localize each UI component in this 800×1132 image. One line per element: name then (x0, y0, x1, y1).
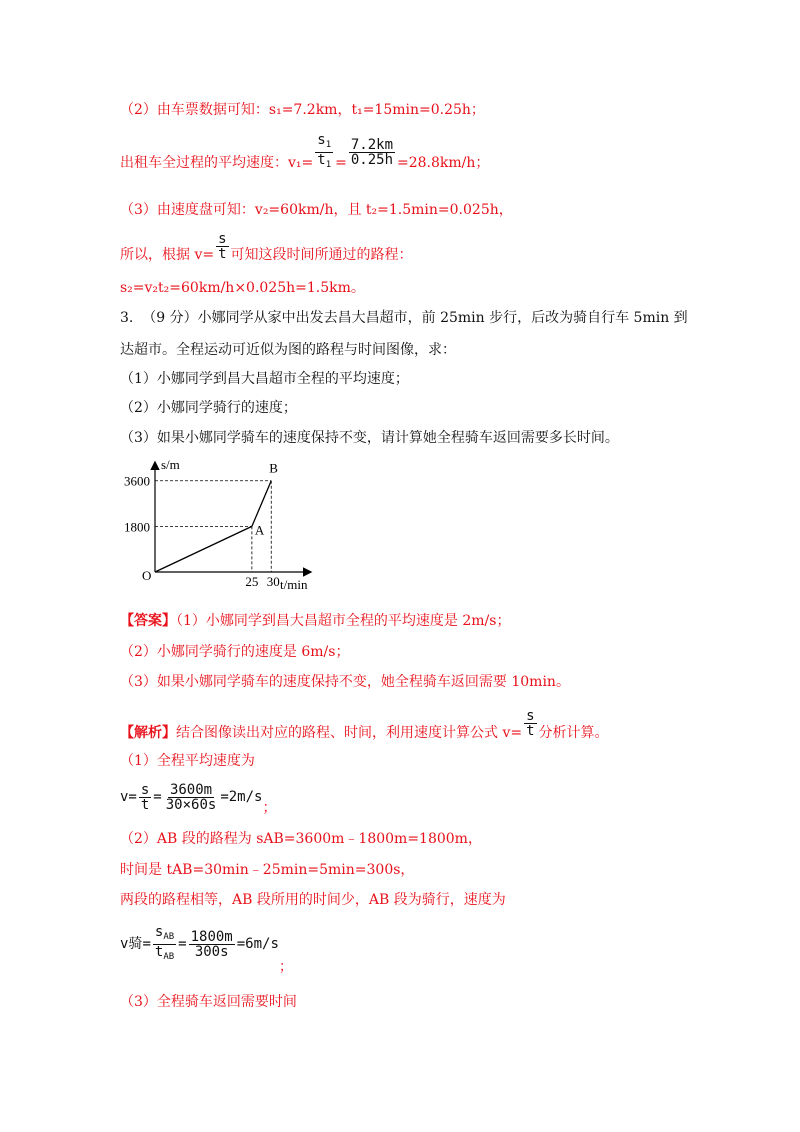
distance-time-graph (110, 455, 330, 595)
answer-line1 (120, 612, 510, 630)
analysis-step3-title: （3）全程骑车返回需要时间 (120, 994, 297, 1010)
analysis-intro-suffix: 分析计算。 (538, 725, 609, 741)
analysis-step2-line2: 时间是 tAB=30min﹣25min=5min=300s， (120, 862, 415, 878)
answer-2: （2）小娜同学骑行的速度是 6m/s； (120, 644, 350, 660)
analysis-step2-line3: 两段的路程相等，AB 段所用的时间少，AB 段为骑行，速度为 (120, 892, 506, 908)
y-tick-1800: 1800 (124, 519, 150, 535)
x-tick-25: 25 (245, 574, 259, 589)
s1-f1-num: s (140, 781, 150, 798)
s2-f2-den: 300s (194, 943, 229, 960)
prev-part3-line3: s₂=v₂t₂=60km/h×0.025h=1.5km。 (120, 280, 365, 296)
prev-part3-line1: （3）由速度盘可知：v₂=60km/h，且 t₂=1.5min=0.025h， (120, 202, 513, 218)
formula-suffix: =28.8km/h； (397, 155, 490, 171)
y-tick-3600: 3600 (124, 473, 150, 489)
analysis-fraction-s-t (524, 709, 536, 738)
s2-eq-2: = (178, 936, 187, 952)
s2-f1-num-sub: AB (163, 931, 175, 942)
s1-f2-num: 3600m (169, 781, 213, 798)
line2-prefix: 所以，根据 v= (120, 247, 215, 263)
f1-num-sub: 1 (325, 139, 332, 150)
f2-den: 0.25h (350, 151, 394, 168)
answer-tag: 【答案】 (120, 613, 176, 629)
intro-frac-num: s (526, 707, 535, 724)
s1-v: v= (120, 789, 137, 805)
f1-den-sub: 1 (325, 159, 332, 170)
equals-sign: = (335, 155, 347, 171)
x-axis-label: t/min (280, 577, 308, 592)
fraction-s1-t1 (315, 133, 333, 172)
answer-3: （3）如果小娜同学骑车的速度保持不变，她全程骑车返回需要 10min。 (120, 674, 570, 690)
analysis-intro-prefix: 结合图像读出对应的路程、时间，利用速度计算公式 v= (176, 725, 523, 741)
point-label-O: O (142, 568, 152, 583)
analysis-step2-line1: （2）AB 段的路程为 sAB=3600m﹣1800m=1800m， (120, 831, 482, 847)
s1-eq: = (153, 789, 162, 805)
s2-f1-den-sub: AB (163, 951, 175, 962)
prev-part2-line: （2）由车票数据可知：s₁=7.2km，t₁=15min=0.25h； (120, 102, 485, 118)
s2-frac-sab-tab (153, 925, 176, 964)
prev-part2-formula (120, 130, 489, 174)
s1-f1-den: t (140, 796, 150, 813)
frac-den: t (218, 245, 227, 262)
s1-end: ； (262, 800, 277, 816)
frac-num: s (218, 230, 227, 247)
s2-result: =6m/s (236, 936, 279, 952)
s2-f1-den: t (154, 943, 164, 960)
point-label-A: A (254, 522, 265, 538)
formula-prefix: 出租车全过程的平均速度：v₁= (120, 155, 314, 171)
question-line1: 3. （9 分）小娜同学从家中出发去昌大昌超市，前 25min 步行，后改为骑自行车 5min 到 (120, 310, 688, 326)
line2-suffix: 可知这段时间所通过的路程： (230, 247, 413, 263)
fraction-s-t (216, 232, 228, 261)
analysis-step1-title: （1）全程平均速度为 (120, 753, 255, 769)
f1-den: t (317, 151, 326, 168)
prev-part3-line2 (120, 228, 413, 264)
y-axis-label: s/m (161, 457, 180, 472)
s2-v: v骑 (120, 936, 143, 952)
question-line2: 达超市。全程运动可近似为图的路程与时间图像，求： (120, 342, 456, 358)
s2-f1-num: s (154, 923, 164, 940)
x-tick-30: 30 (266, 574, 280, 589)
analysis-tag: 【解析】 (120, 725, 176, 741)
s1-f2-den: 30×60s (165, 796, 217, 813)
s1-result: =2m/s (220, 789, 263, 805)
analysis-step2-formula (120, 920, 293, 975)
f1-num: s (317, 131, 326, 148)
analysis-step1-formula (120, 777, 276, 817)
s2-eq-1: = (142, 936, 151, 952)
segment-AB (252, 481, 271, 527)
f2-num: 7.2km (350, 136, 394, 153)
point-label-B: B (269, 460, 278, 476)
question-item2: （2）小娜同学骑行的速度； (120, 400, 297, 416)
question-item3: （3）如果小娜同学骑车的速度保持不变，请计算她全程骑车返回需要多长时间。 (120, 430, 619, 446)
fraction-7.2km-0.25h (349, 138, 395, 167)
question-item1: （1）小娜同学到昌大昌超市全程的平均速度； (120, 371, 409, 387)
segment-OA (155, 526, 252, 572)
s1-frac-s-t (139, 783, 151, 812)
analysis-intro (120, 704, 609, 742)
intro-frac-den: t (526, 722, 535, 739)
s1-frac-values (164, 783, 219, 812)
s2-frac-values (189, 930, 235, 959)
s2-f2-num: 1800m (190, 928, 233, 945)
s2-end: ； (278, 959, 293, 975)
answer-1: （1）小娜同学到昌大昌超市全程的平均速度是 2m/s； (176, 613, 511, 629)
